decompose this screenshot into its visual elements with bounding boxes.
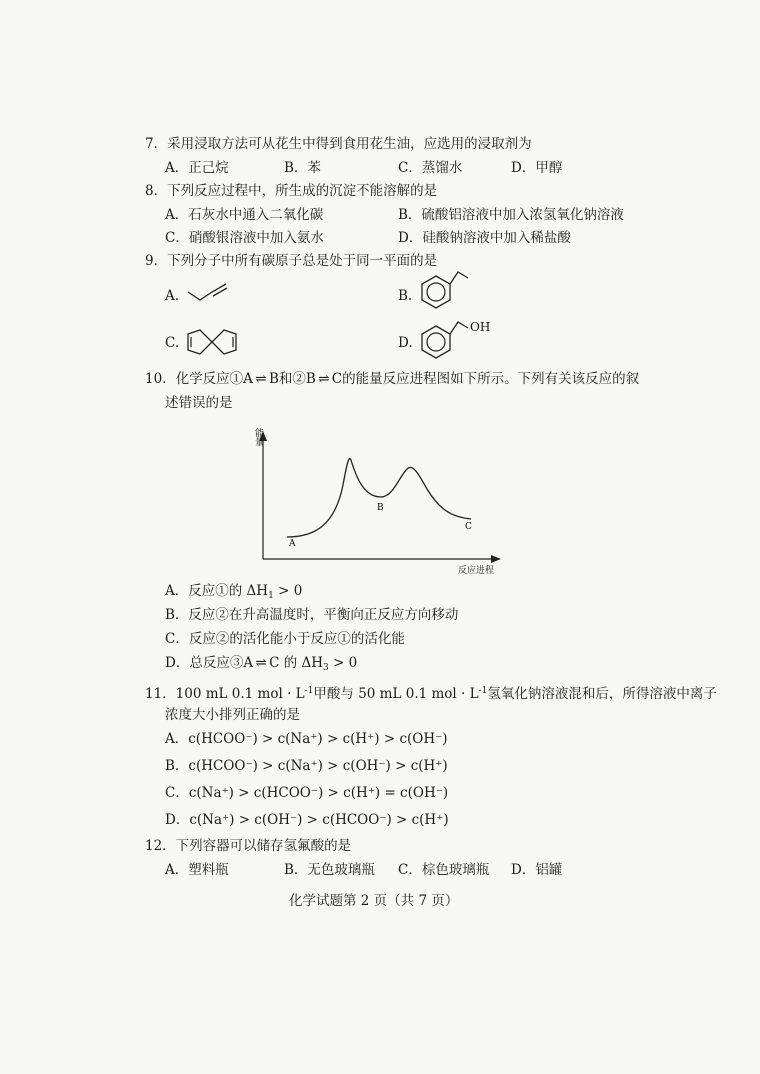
structure-butene xyxy=(186,282,236,304)
q10-line2: 述错误的是 xyxy=(165,395,233,411)
q10-line1 xyxy=(145,370,639,388)
q7-option-b: B．苯 xyxy=(284,160,321,176)
q12-option-d: D．铝罐 xyxy=(511,862,563,878)
chart-x-label: 反应进程 xyxy=(458,566,495,576)
q9-label-d: D. xyxy=(398,335,413,351)
q11-line1: 11．100 mL 0.1 mol · $L^{-1}$甲酸与 50 mL 0.1 mol · $L^{-1}$氢氧化钠溶液混和后，所得溶液中离子 xyxy=(145,686,717,702)
q7-option-c: C．蒸馏水 xyxy=(398,160,463,176)
q10-option-d: D．总反应③A ⇌ C 的 $\Delta H_3 > 0$ xyxy=(165,655,358,673)
q11-option-d: D．c(Na⁺) > c(OH⁻) > c(HCOO⁻) > c(H⁺) xyxy=(165,812,449,828)
q12-option-b: B．无色玻璃瓶 xyxy=(284,862,375,878)
q7-option-d: D．甲醇 xyxy=(511,160,563,176)
q8-option-c: C．硝酸银溶液中加入氨水 xyxy=(165,230,324,246)
q12-stem: 12．下列容器可以储存氢氟酸的是 xyxy=(145,838,352,854)
q9-label-c: C. xyxy=(165,335,180,351)
structure-benzyl-alcohol xyxy=(420,318,472,364)
chart-point-b: B xyxy=(377,503,384,513)
chart-y-label: 能量 xyxy=(253,428,263,446)
q9-stem: 9．下列分子中所有碳原子总是处于同一平面的是 xyxy=(145,253,438,269)
equilibrium-arrow-icon: ⇌ xyxy=(255,371,267,387)
page-footer: 化学试题第 2 页（共 7 页） xyxy=(289,893,459,909)
q10-option-a: A．反应①的 $\Delta H_1 > 0$ xyxy=(165,583,303,601)
q8-option-a: A．石灰水中通入二氧化碳 xyxy=(165,207,324,223)
q11-option-c: C．c(Na⁺) > c(HCOO⁻) > c(H⁺) = c(OH⁻) xyxy=(165,785,449,801)
q7-option-a: A．正己烷 xyxy=(165,160,229,176)
q10-text-c: C的能量反应进程图如下所示。下列有关该反应的叙 xyxy=(331,371,640,387)
q8-option-b: B．硫酸铝溶液中加入浓氢氧化钠溶液 xyxy=(398,207,624,223)
q9-label-a: A. xyxy=(165,288,180,304)
q8-option-d: D．硅酸钠溶液中加入稀盐酸 xyxy=(398,230,571,246)
q12-option-c: C．棕色玻璃瓶 xyxy=(398,862,490,878)
equilibrium-arrow-icon: ⇌ xyxy=(318,371,330,387)
q7-stem: 7．采用浸取方法可从花生中得到食用花生油，应选用的浸取剂为 xyxy=(145,136,532,152)
q10-number: 10． xyxy=(145,371,176,387)
equilibrium-arrow-icon: ⇌ xyxy=(255,655,267,671)
q11-line2: 浓度大小排列正确的是 xyxy=(165,707,300,723)
q12-option-a: A．塑料瓶 xyxy=(165,862,229,878)
q11-option-b: B．c(HCOO⁻) > c(Na⁺) > c(OH⁻) > c(H⁺) xyxy=(165,758,448,774)
q10-text-b: B和②B xyxy=(268,371,316,387)
chart-point-c: C xyxy=(465,522,472,532)
q10-text-a: 化学反应①A xyxy=(175,371,253,387)
chart-point-a: A xyxy=(289,539,296,549)
q9-label-b: B. xyxy=(398,288,413,304)
q10-option-b: B．反应②在升高温度时，平衡向正反应方向移动 xyxy=(165,607,459,623)
q10-option-c: C．反应②的活化能小于反应①的活化能 xyxy=(165,631,405,647)
q11-option-a: A．c(HCOO⁻) > c(Na⁺) > c(H⁺) > c(OH⁻) xyxy=(165,731,448,747)
q9-oh-label: OH xyxy=(470,320,491,334)
q8-stem: 8．下列反应过程中，所生成的沉淀不能溶解的是 xyxy=(145,183,438,199)
energy-diagram xyxy=(235,425,505,577)
structure-spiro xyxy=(186,326,238,358)
structure-ethylbenzene xyxy=(420,268,470,314)
